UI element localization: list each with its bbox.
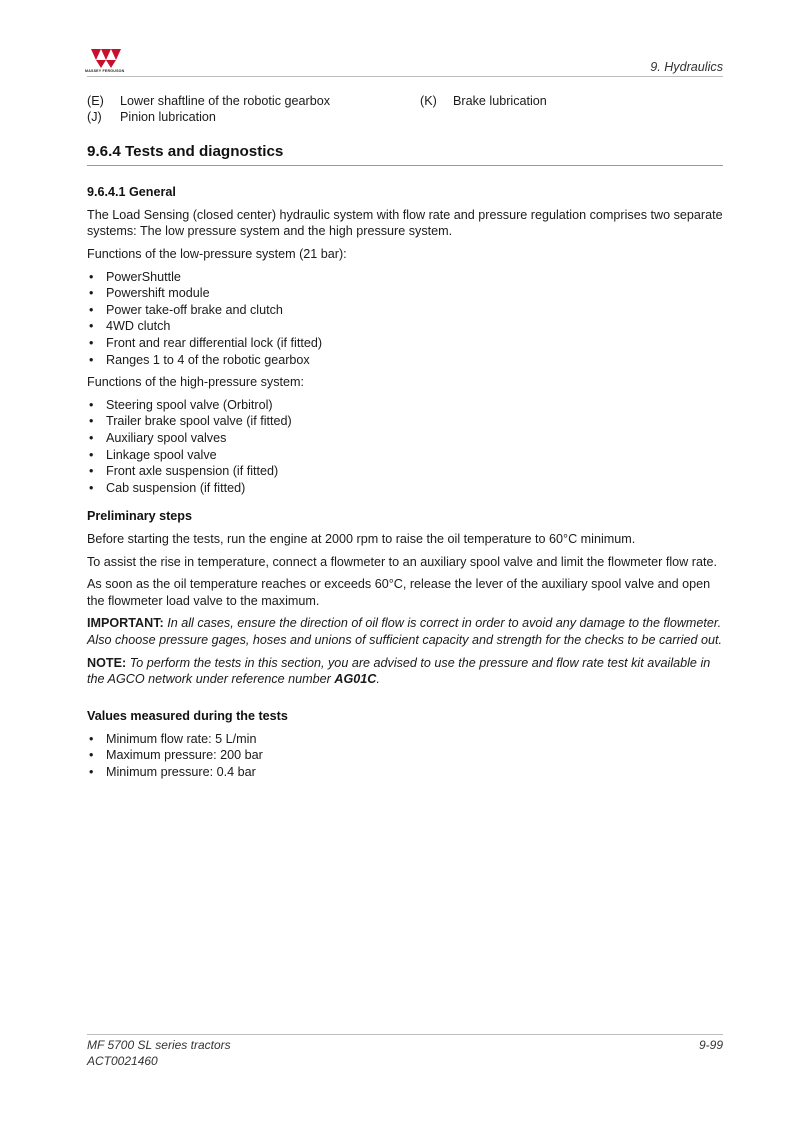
list-item: • Front and rear differential lock (if fitted) bbox=[87, 335, 723, 352]
important-text: In all cases, ensure the direction of oil flow is correct in order to avoid any damage to the flowmeter. bbox=[167, 616, 722, 631]
massey-ferguson-logo bbox=[87, 47, 131, 75]
values-heading: Values measured during the tests bbox=[87, 708, 288, 723]
low-pressure-heading: Functions of the low-pressure system (21 bar): bbox=[87, 246, 347, 261]
legend-code: (K) bbox=[420, 94, 437, 108]
prelim-paragraph: To assist the rise in temperature, connect a flowmeter to an auxiliary spool valve and limit the flowmeter flow rate. bbox=[87, 554, 717, 569]
list-item: • Steering spool valve (Orbitrol) bbox=[87, 397, 723, 414]
values-list bbox=[87, 731, 723, 781]
list-item: • Powershift module bbox=[87, 285, 723, 302]
footer-left bbox=[87, 1038, 231, 1070]
list-item: • Minimum pressure: 0.4 bar bbox=[87, 764, 723, 781]
note-notice bbox=[87, 655, 723, 688]
footer-divider bbox=[87, 1034, 723, 1035]
low-pressure-list bbox=[87, 269, 723, 369]
list-item: • Linkage spool valve bbox=[87, 447, 723, 464]
list-item: • Trailer brake spool valve (if fitted) bbox=[87, 413, 723, 430]
legend-item-k bbox=[420, 93, 547, 110]
list-item: • Power take-off brake and clutch bbox=[87, 302, 723, 319]
footer-doc-ref: ACT0021460 bbox=[87, 1053, 158, 1068]
list-item: • Maximum pressure: 200 bar bbox=[87, 747, 723, 764]
main-content bbox=[87, 142, 723, 786]
list-item: • Minimum flow rate: 5 L/min bbox=[87, 731, 723, 748]
header-divider bbox=[87, 76, 723, 77]
legend-text: Pinion lubrication bbox=[120, 110, 216, 124]
legend-item-j bbox=[87, 109, 216, 126]
high-pressure-list bbox=[87, 397, 723, 497]
subsection-heading: 9.6.4.1 General bbox=[87, 185, 176, 200]
list-item: • PowerShuttle bbox=[87, 269, 723, 286]
note-label: NOTE: bbox=[87, 655, 127, 670]
footer-model: MF 5700 SL series tractors bbox=[87, 1038, 231, 1052]
preliminary-steps-heading: Preliminary steps bbox=[87, 509, 192, 524]
legend-item-e bbox=[87, 93, 330, 110]
note-text: To perform the tests in this section, you are advised to use the pressure and flow rate test kit available in the AGCO network under reference number bbox=[87, 655, 711, 687]
note-reference: AG01C bbox=[334, 672, 377, 687]
note-end: . bbox=[376, 672, 380, 687]
legend-code: (E) bbox=[87, 94, 104, 108]
chapter-title: 9. Hydraulics bbox=[650, 60, 723, 74]
prelim-paragraph: As soon as the oil temperature reaches or exceeds 60°C, release the lever of the auxiliary spool valve and open the flowmeter load valve to the maximum. bbox=[87, 577, 711, 608]
page-number: 9-99 bbox=[698, 1038, 723, 1052]
manual-page bbox=[87, 0, 723, 1122]
important-text: Also choose pressure gages, hoses and unions of sufficient capacity and strength for the checks to be carried out. bbox=[87, 633, 722, 648]
list-item: • Ranges 1 to 4 of the robotic gearbox bbox=[87, 352, 723, 369]
important-notice bbox=[87, 615, 723, 648]
list-item: • Cab suspension (if fitted) bbox=[87, 480, 723, 497]
legend-text: Brake lubrication bbox=[453, 94, 547, 108]
list-item: • Front axle suspension (if fitted) bbox=[87, 463, 723, 480]
prelim-paragraph: Before starting the tests, run the engine at 2000 rpm to raise the oil temperature to 60°C minimum. bbox=[87, 532, 636, 547]
legend-text: Lower shaftline of the robotic gearbox bbox=[120, 94, 331, 108]
high-pressure-heading: Functions of the high-pressure system: bbox=[87, 375, 304, 390]
list-item: • Auxiliary spool valves bbox=[87, 430, 723, 447]
important-label: IMPORTANT: bbox=[87, 616, 164, 631]
legend-code: (J) bbox=[87, 110, 102, 124]
intro-paragraph: The Load Sensing (closed center) hydraulic system with flow rate and pressure regulation comprises two separate systems: The low pressure system and the high pressure system. bbox=[87, 207, 723, 239]
list-item: • 4WD clutch bbox=[87, 318, 723, 335]
logo-wordmark: MASSEY FERGUSON bbox=[85, 69, 125, 73]
section-heading: 9.6.4 Tests and diagnostics bbox=[87, 142, 723, 166]
